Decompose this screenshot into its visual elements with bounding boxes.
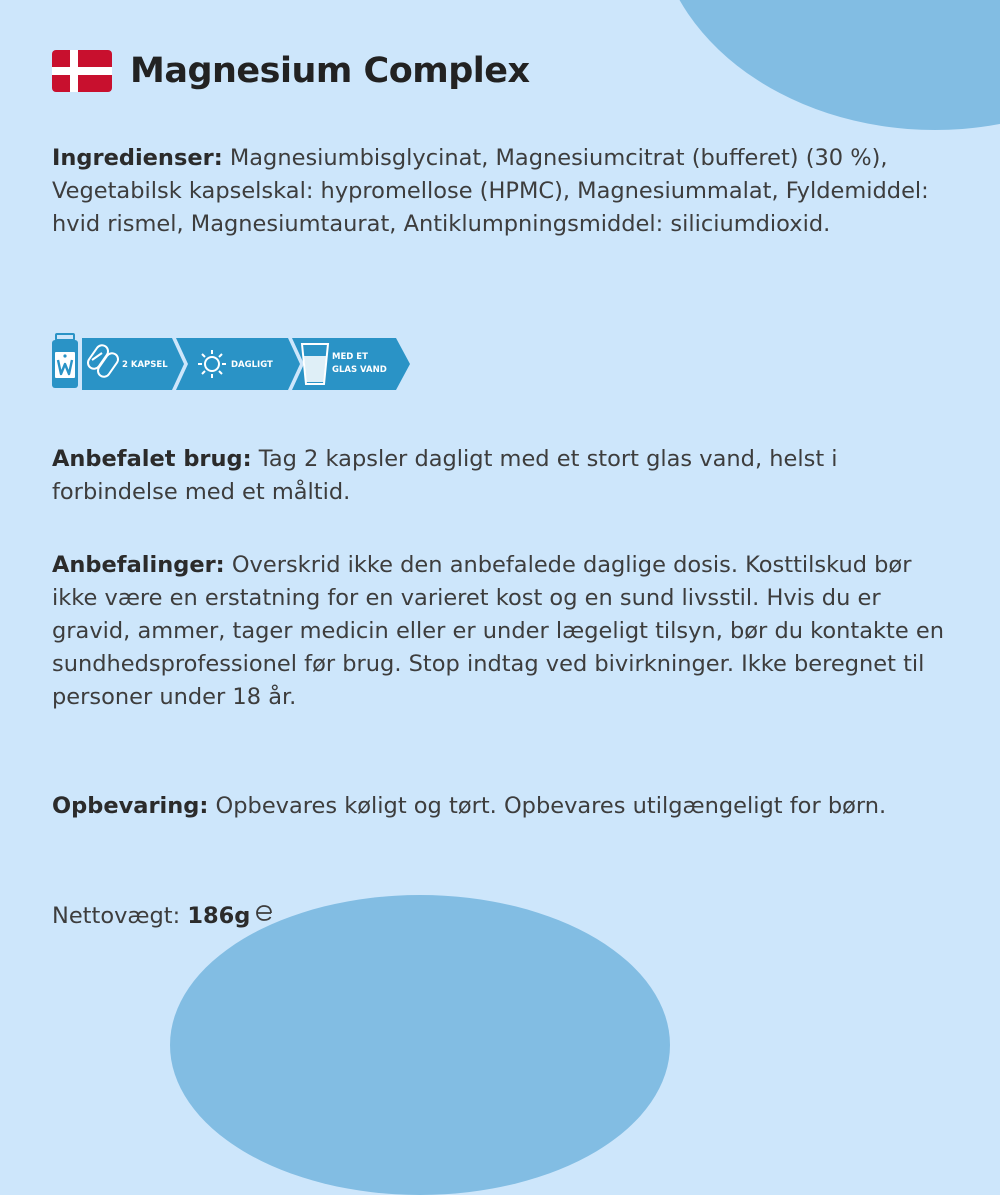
decorative-circle-bottom <box>170 895 670 1195</box>
usage-text: Tag 2 kapsler dagligt med et stort glas vand, helst i forbindelse med et måltid. <box>52 446 838 505</box>
usage-icon-strip <box>50 330 412 392</box>
storage-section <box>52 790 952 823</box>
usage-section <box>52 443 952 509</box>
product-title: Magnesium Complex <box>130 51 530 91</box>
step-label-capsules: 2 KAPSEL <box>122 360 168 370</box>
storage-text: Opbevares køligt og tørt. Opbevares utilgængeligt for børn. <box>208 793 887 819</box>
ingredients-label: Ingredienser: <box>52 145 223 171</box>
ingredients-section <box>52 142 952 241</box>
supplement-jar-icon <box>52 334 78 388</box>
recommendations-text: Overskrid ikke den anbefalede daglige dosis. Kosttilskud bør ikke være en erstatning for en varieret kost og en sund livsstil. Hvis du er gravid, ammer, tager medicin eller er under lægeligt tilsyn, bør du kontakte en sundhedsprofessionel før brug. Stop indtag ved bivirkninger. Ikke beregnet til personer under 18 år. <box>52 552 944 710</box>
net-weight-label: Nettovægt: <box>52 903 188 929</box>
estimated-sign-icon <box>254 903 274 923</box>
ingredients-text: Magnesiumbisglycinat, Magnesiumcitrat (bufferet) (30 %), Vegetabilsk kapselskal: hypromellose (HPMC), Magnesiummalat, Fyldemiddel: hvid rismel, Magnesiumtaurat, Antiklumpningsmiddel: siliciumdioxid. <box>52 145 929 237</box>
decorative-circle-top <box>655 0 1000 130</box>
product-header <box>52 50 530 92</box>
danish-flag-icon <box>52 50 112 92</box>
recommendations-section <box>52 549 952 714</box>
step-label-water-line1: MED ET <box>332 352 368 362</box>
usage-label: Anbefalet brug: <box>52 446 252 472</box>
recommendations-label: Anbefalinger: <box>52 552 225 578</box>
step-label-daily: DAGLIGT <box>231 360 273 370</box>
net-weight-section <box>52 900 952 933</box>
net-weight-value: 186g <box>187 903 251 929</box>
storage-label: Opbevaring: <box>52 793 209 819</box>
step-label-water-line2: GLAS VAND <box>332 365 387 375</box>
